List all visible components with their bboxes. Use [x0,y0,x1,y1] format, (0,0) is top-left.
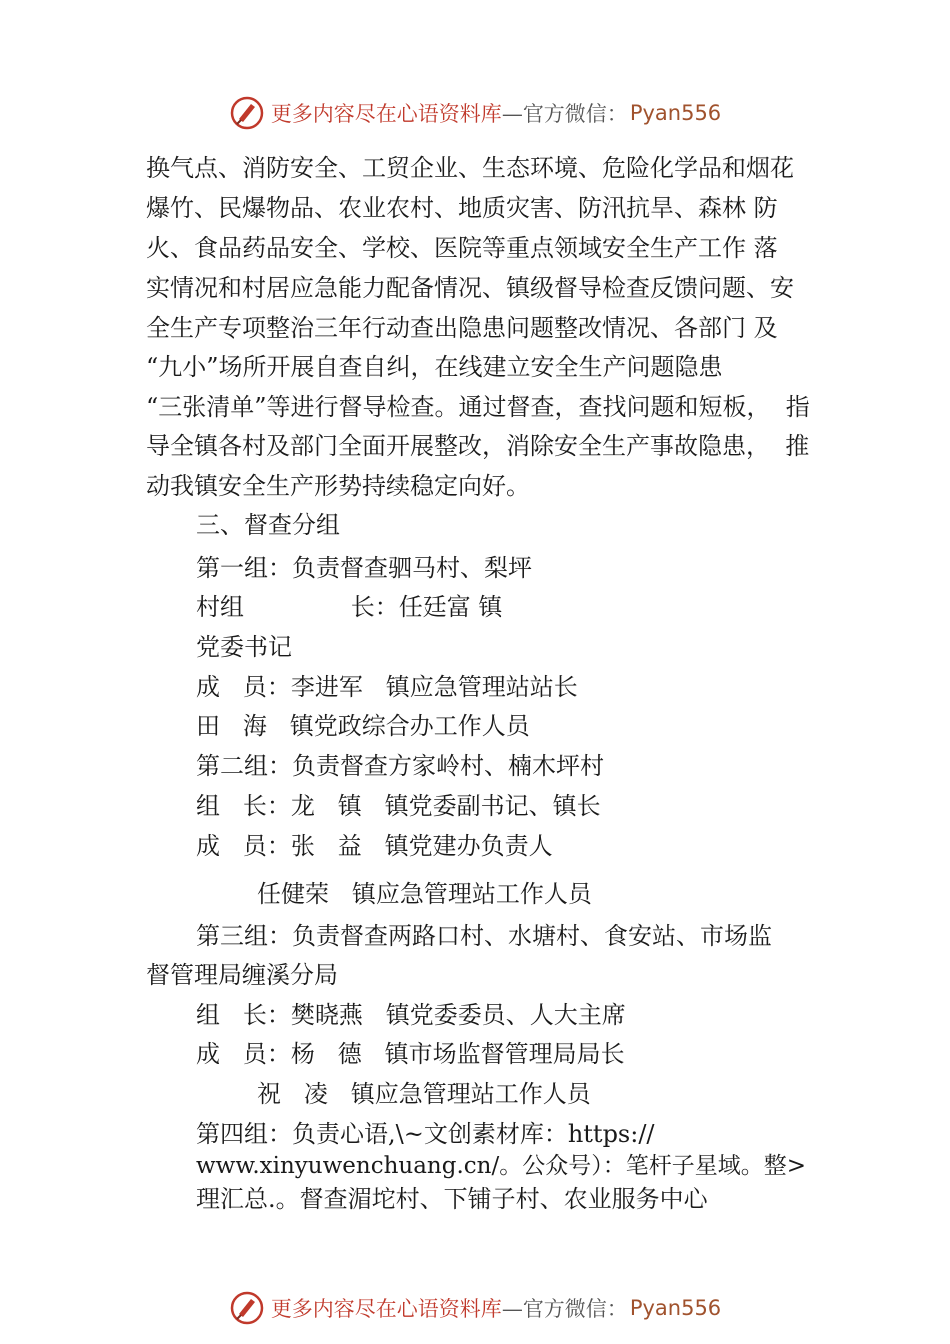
para-line: “九小”场所开展自查自纠，在线建立安全生产问题隐患 [146,353,723,381]
logo-icon [229,95,265,131]
group-line: 第四组：负责心语,\~文创素材库：https:// [196,1120,655,1148]
logo-icon [229,1290,265,1326]
header-sep: —官方微信： [501,102,628,126]
group-line: 党委书记 [196,633,292,661]
group-line: 成 员：杨 德 镇市场监督管理局局长 [196,1040,625,1068]
group-line: 任健荣 镇应急管理站工作人员 [196,880,592,908]
group-line: 成 员：李进军 镇应急管理站站长 [196,673,578,701]
group-line: www.xinyuwenchuang.cn/。公众号）：笔杆子星域。整> [196,1153,806,1179]
header-title: 更多内容尽在心语资料库 [270,102,502,126]
para-line: 换气点、消防安全、工贸企业、生态环境、危险化学品和烟花 [146,154,794,182]
footer-banner [0,1290,950,1330]
group-line: 组 长：樊晓燕 镇党委委员、人大主席 [196,1001,626,1029]
footer-title: 更多内容尽在心语资料库 [270,1297,502,1321]
para-line: “三张清单”等进行督导检查。通过督查，查找问题和短板， 指 [146,393,810,421]
para-line: 全生产专项整治三年行动查出隐患问题整改情况、各部门 及 [146,314,778,342]
group-line: 村组 长：任廷富 镇 [196,593,503,621]
footer-wechat-id: Pyan556 [629,1296,722,1320]
footer-sep: —官方微信： [501,1297,628,1321]
para-line: 导全镇各村及部门全面开展整改，消除安全生产事故隐患， 推 [146,432,810,460]
header-banner [0,95,950,135]
group-line: 成 员：张 益 镇党建办负责人 [196,832,553,860]
group-line: 组 长：龙 镇 镇党委副书记、镇长 [196,792,601,820]
para-line: 实情况和村居应急能力配备情况、镇级督导检查反馈问题、安 [146,274,794,302]
para-line: 动我镇安全生产形势持续稳定向好。 [146,472,530,500]
group-line: 第二组：负责督查方家岭村、楠木坪村 [196,752,604,780]
group-line: 理汇总.。督查湄坨村、下铺子村、农业服务中心 [196,1185,708,1213]
section-heading: 三、督查分组 [196,511,340,539]
para-line: 火、食品药品安全、学校、医院等重点领域安全生产工作 落 [146,234,778,262]
group-line: 督管理局缠溪分局 [146,961,338,989]
group-line: 第一组：负责督查驷马村、梨坪 [196,554,532,582]
group-line: 祝 凌 镇应急管理站工作人员 [196,1080,591,1108]
para-line: 爆竹、民爆物品、农业农村、地质灾害、防汛抗旱、森林 防 [146,194,778,222]
group-line: 田 海 镇党政综合办工作人员 [196,712,530,740]
group-line: 第三组：负责督查两路口村、水塘村、食安站、市场监 [196,922,772,950]
header-wechat-id: Pyan556 [629,101,722,125]
